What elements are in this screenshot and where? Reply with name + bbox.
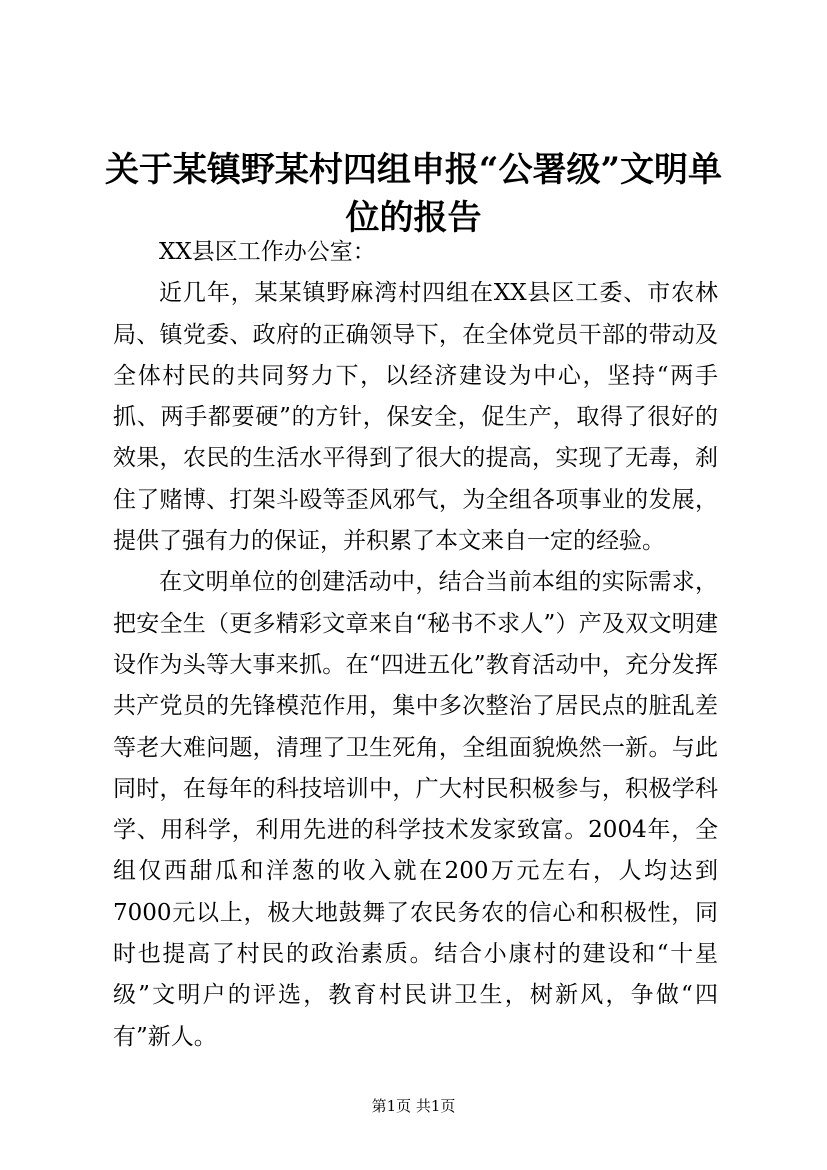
salutation: XX县区工作办公室：	[159, 239, 376, 265]
document-title: 关于某镇野某村四组申报“公署级”文明单位的报告	[104, 150, 723, 238]
document-body	[113, 232, 718, 1058]
paragraph-2: 在文明单位的创建活动中，结合当前本组的实际需求，把安全生（更多精彩文章来自“秘书不求人”）产及双文明建设作为头等大事来抓。在“四进五化”教育活动中，充分发挥共产党员的先锋模范作用，集中多次整治了居民点的脏乱差等老大难问题，清理了卫生死角，全组面貌焕然一新。与此同时，在每年的科技培训中，广大村民积极参与，积极学科学、用科学，利用先进的科学技术发家致富。2004年，全组仅西甜瓜和洋葱的收入就在200万元左右，人均达到7000元以上，极大地鼓舞了农民务农的信心和积极性，同时也提高了村民的政治素质。结合小康村的建设和“十星级”文明户的评选，教育村民讲卫生，树新风，争做“四有”新人。	[113, 569, 718, 1050]
page-footer: 第1页 共1页	[371, 1097, 456, 1115]
paragraph-1: 近几年，某某镇野麻湾村四组在XX县区工委、市农林局、镇党委、政府的正确领导下，在全体党员干部的带动及全体村民的共同努力下，以经济建设为中心，坚持“两手抓、两手都要硬”的方针，保安全，促生产，取得了很好的效果，农民的生活水平得到了很大的提高，实现了无毒，刹住了赌博、打架斗殴等歪风邪气，为全组各项事业的发展，提供了强有力的保证，并积累了本文来自一定的经验。	[113, 280, 718, 555]
